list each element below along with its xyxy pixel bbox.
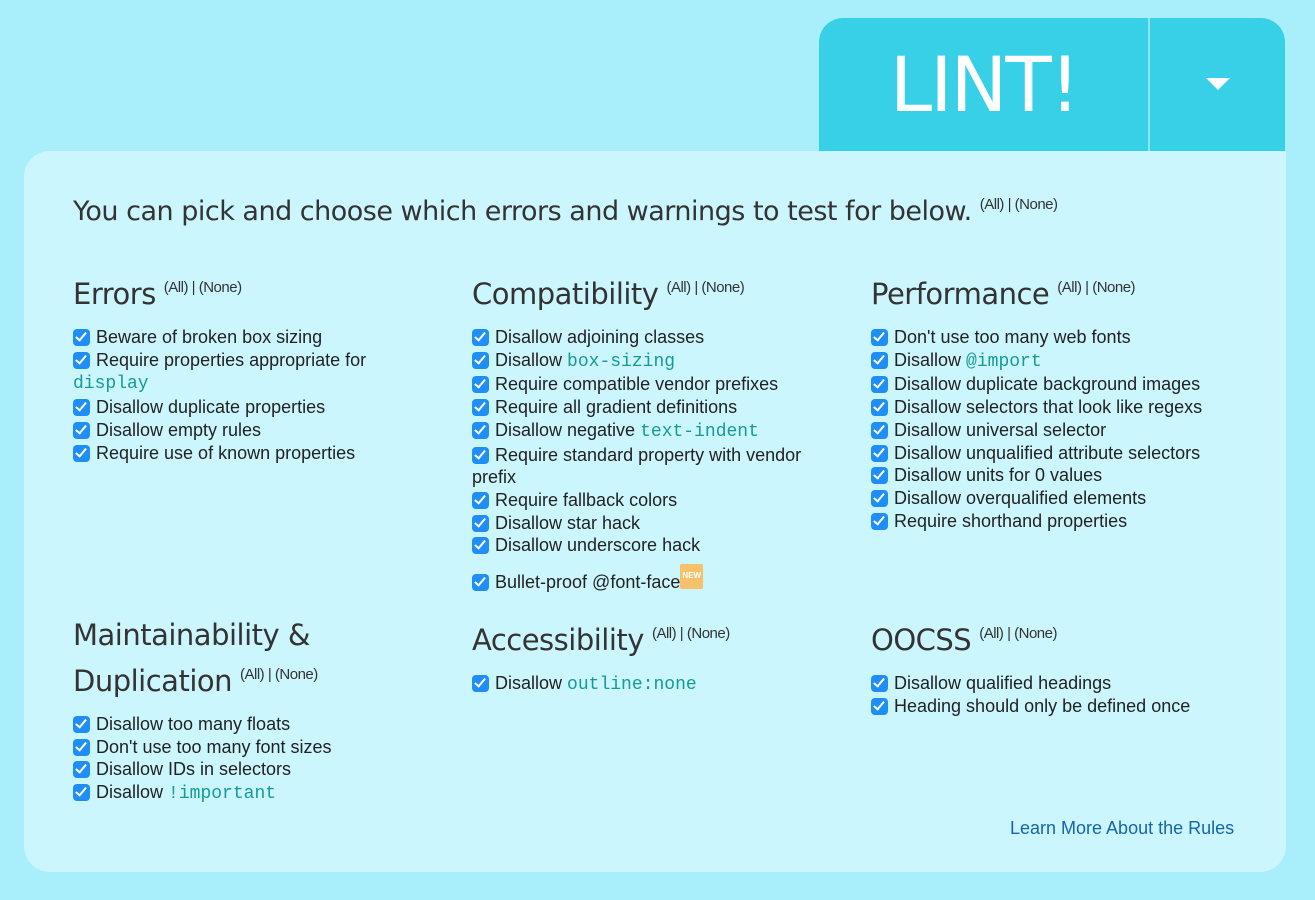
rule-checkbox[interactable]: Disallow selectors that look like regexs (871, 396, 1241, 419)
checkbox-checked-icon (73, 445, 90, 462)
rule-checkbox[interactable]: Require properties appropriate for display (73, 349, 367, 395)
checkbox-checked-icon (871, 352, 888, 369)
checkbox-checked-icon (73, 329, 90, 346)
code-snippet: @import (966, 351, 1042, 372)
checkbox-checked-icon (472, 515, 489, 532)
rule-checkbox[interactable]: Disallow too many floats (73, 713, 393, 736)
rule-checkbox[interactable]: Require all gradient definitions (472, 396, 842, 419)
code-snippet: text-indent (640, 421, 759, 442)
rule-checkbox[interactable]: Disallow negative text-indent (472, 419, 842, 444)
rule-checkbox[interactable]: Disallow duplicate background images (871, 373, 1241, 396)
select-none-link[interactable]: (None) (1092, 279, 1136, 296)
intro-all-none: (All) | (None) (979, 196, 1058, 213)
select-none-link[interactable]: (None) (1014, 196, 1058, 213)
section-title: Errors $^{(All) | (None)}$ (73, 277, 242, 311)
checkbox-checked-icon (73, 761, 90, 778)
checkbox-checked-icon (871, 513, 888, 530)
rule-checkbox[interactable]: Disallow overqualified elements (871, 487, 1241, 510)
checkbox-checked-icon (871, 445, 888, 462)
new-badge: NEW (680, 564, 703, 589)
rule-checkbox[interactable]: Disallow units for 0 values (871, 464, 1241, 487)
rule-checkbox[interactable]: Disallow duplicate properties (73, 396, 443, 419)
section-compatibility (472, 268, 842, 594)
checkbox-checked-icon (73, 352, 90, 369)
rule-checkbox[interactable]: Require fallback colors (472, 489, 842, 512)
rule-checkbox[interactable]: Disallow underscore hack (472, 534, 842, 557)
section-title: OOCSS $^{(All) | (None)}$ (871, 623, 1057, 657)
checkbox-checked-icon (73, 399, 90, 416)
code-snippet: display (73, 374, 149, 395)
section-accessibility (472, 614, 842, 697)
checkbox-checked-icon (472, 537, 489, 554)
code-snippet: box-sizing (567, 351, 676, 372)
rule-checkbox[interactable]: Require standard property with vendor prefix (472, 444, 802, 488)
checkbox-checked-icon (73, 739, 90, 756)
section-performance (871, 268, 1241, 532)
checkbox-checked-icon (472, 376, 489, 393)
rule-checkbox[interactable]: Disallow adjoining classes (472, 326, 842, 349)
section-title: Accessibility $^{(All) | (None)}$ (472, 623, 730, 657)
code-snippet: !important (168, 784, 277, 805)
checkbox-checked-icon (871, 698, 888, 715)
rule-checkbox[interactable]: Disallow outline:none (472, 672, 842, 697)
section-errors (73, 268, 443, 464)
select-all-link[interactable]: (All) (163, 279, 188, 296)
checkbox-checked-icon (472, 447, 489, 464)
rule-checkbox[interactable]: Disallow qualified headings (871, 672, 1241, 695)
rule-checkbox[interactable]: Disallow @import (871, 349, 1241, 374)
learn-more-link[interactable]: Learn More About the Rules (1010, 818, 1235, 838)
checkbox-checked-icon (73, 716, 90, 733)
select-all-link[interactable]: (All) (651, 625, 677, 642)
rule-checkbox[interactable]: Heading should only be defined once (871, 695, 1241, 718)
section-oocss (871, 614, 1241, 717)
section-title: Maintainability & Duplication $^{(All) | (None)}$ (73, 618, 318, 698)
checkbox-checked-icon (871, 422, 888, 439)
rule-checkbox[interactable]: Disallow box-sizing (472, 349, 842, 374)
rule-checkbox[interactable]: Disallow universal selector (871, 419, 1241, 442)
select-all-link[interactable]: (All) (1057, 279, 1082, 296)
rule-checkbox[interactable]: Disallow !important (73, 781, 393, 806)
checkbox-checked-icon (871, 467, 888, 484)
section-maintainability (73, 616, 393, 806)
select-none-link[interactable]: (None) (198, 279, 242, 296)
intro-heading (73, 196, 1058, 227)
checkbox-checked-icon (871, 376, 888, 393)
section-title: Performance $^{(All) | (None)}$ (871, 277, 1136, 311)
rule-checkbox[interactable]: Disallow star hack (472, 512, 842, 535)
rule-checkbox[interactable]: Disallow empty rules (73, 419, 443, 442)
checkbox-checked-icon (472, 675, 489, 692)
checkbox-checked-icon (472, 352, 489, 369)
code-snippet: outline:none (567, 675, 697, 695)
select-all-link[interactable]: (All) (979, 196, 1004, 213)
checkbox-checked-icon (472, 492, 489, 509)
intro-text: You can pick and choose which errors and warnings to test for below. (73, 196, 972, 227)
checkbox-checked-icon (472, 399, 489, 416)
select-none-link[interactable]: (None) (274, 666, 318, 683)
rule-checkbox[interactable]: Require shorthand properties (871, 510, 1241, 533)
select-none-link[interactable]: (None) (1014, 625, 1057, 642)
rule-checkbox[interactable]: Require use of known properties (73, 442, 443, 465)
rule-checkbox[interactable]: Don't use too many web fonts (871, 326, 1241, 349)
lint-button-group (819, 18, 1285, 151)
checkbox-checked-icon (871, 399, 888, 416)
select-none-link[interactable]: (None) (701, 279, 745, 296)
rule-checkbox[interactable]: Disallow IDs in selectors (73, 758, 393, 781)
lint-button[interactable]: LINT! (889, 40, 1079, 129)
rule-checkbox[interactable]: Bullet-proof @font-face NEW (472, 564, 842, 594)
checkbox-checked-icon (871, 490, 888, 507)
checkbox-checked-icon (871, 675, 888, 692)
rule-checkbox[interactable]: Beware of broken box sizing (73, 326, 443, 349)
checkbox-checked-icon (73, 422, 90, 439)
checkbox-checked-icon (472, 422, 489, 439)
rule-checkbox[interactable]: Don't use too many font sizes (73, 736, 393, 759)
select-none-link[interactable]: (None) (686, 625, 730, 642)
select-all-link[interactable]: (All) (240, 666, 265, 683)
section-title: Compatibility $^{(All) | (None)}$ (472, 277, 745, 311)
rule-checkbox[interactable]: Disallow unqualified attribute selectors (871, 442, 1241, 465)
caret-down-icon (1206, 78, 1230, 90)
checkbox-checked-icon (73, 784, 90, 801)
lint-options-dropdown[interactable] (1150, 18, 1285, 151)
checkbox-checked-icon (472, 574, 489, 591)
select-all-link[interactable]: (All) (979, 625, 1004, 642)
checkbox-checked-icon (472, 329, 489, 346)
rule-checkbox[interactable]: Require compatible vendor prefixes (472, 373, 842, 396)
select-all-link[interactable]: (All) (666, 279, 691, 296)
checkbox-checked-icon (871, 329, 888, 346)
